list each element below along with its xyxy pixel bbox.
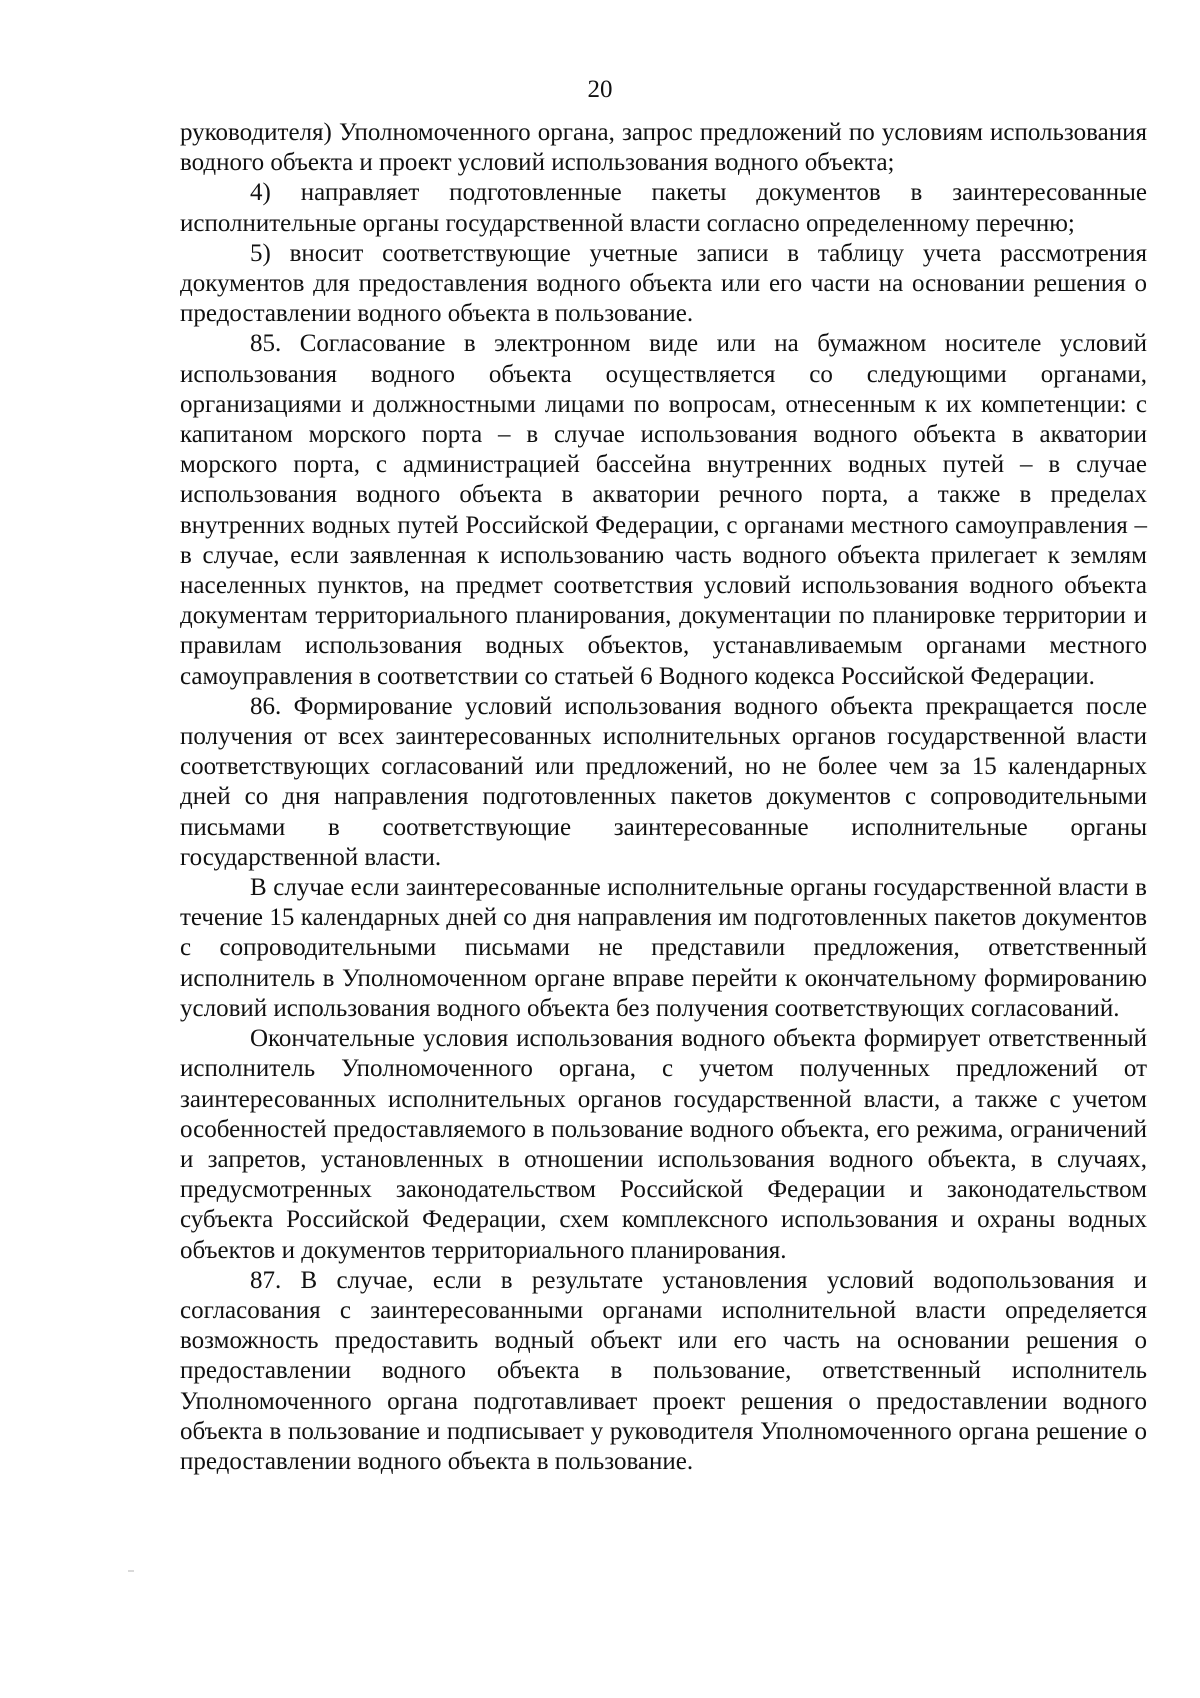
document-body — [180, 118, 1147, 1477]
paragraph-87: 87. В случае, если в результате установления условий водопользования и согласования с заинтересованными органами исполнительной власти определяется возможность предоставить водный объект или его часть на основании решения о предоставлении водного объекта в пользование, ответственный исполнитель Уполномоченного органа подготавливает проект решения о предоставлении водного объекта в пользование и подписывает у руководителя Уполномоченного органа решение о предоставлении водного объекта в пользование. — [180, 1266, 1147, 1475]
paragraph-item-5: 5) вносит соответствующие учетные записи в таблицу учета рассмотрения документов для предоставления водного объекта или его части на основании решения о предоставлении водного объекта в пользование. — [180, 239, 1147, 328]
paragraph-86: 86. Формирование условий использования водного объекта прекращается после получения от всех заинтересованных исполнительных органов государственной власти соответствующих согласований или предложений, но не более чем за 15 календарных дней со дня направления подготовленных пакетов документов с сопроводительными письмами в соответствующие заинтересованные исполнительные органы государственной власти. — [180, 692, 1147, 871]
page-number: 20 — [587, 76, 613, 103]
paragraph-85: 85. Согласование в электронном виде или на бумажном носителе условий использования водного объекта осуществляется со следующими органами, организациями и должностными лицами по вопросам, отнесенным к их компетенции: с капитаном морского порта – в случае использования водного объекта в акватории морского порта, с администрацией бассейна внутренних водных путей – в случае использования водного объекта в акватории речного порта, а также в пределах внутренних водных путей Российской Федерации, с органами местного самоуправления – в случае, если заявленная к использованию часть водного объекта прилегает к землям населенных пунктов, на предмет соответствия условий использования водного объекта документам территориального планирования, документации по планировке территории и правилам использования водных объектов, устанавливаемым органами местного самоуправления в соответствии со статьей 6 Водного кодекса Российской Федерации. — [180, 330, 1147, 690]
paragraph-continuation: руководителя) Уполномоченного органа, запрос предложений по условиям использования водного объекта и проект условий использования водного объекта; — [180, 119, 1147, 177]
paragraph-86-final-conditions: Окончательные условия использования водного объекта формирует ответственный исполнитель Уполномоченного органа, с учетом полученных предложений от заинтересованных исполнительных органов государственной власти, а также с учетом особенностей предоставляемого в пользование водного объекта, его режима, ограничений и запретов, установленных в отношении использования водного объекта, в случаях, предусмотренных законодательством Российской Федерации и законодательством субъекта Российской Федерации, схем комплексного использования и охраны водных объектов и документов территориального планирования. — [180, 1025, 1147, 1264]
scan-artifact — [128, 1570, 134, 1572]
paragraph-86-exception: В случае если заинтересованные исполнительные органы государственной власти в течение 15 календарных дней со дня направления им подготовленных пакетов документов с сопроводительными письмами не представили предложения, ответственный исполнитель в Уполномоченном органе вправе перейти к окончательному формированию условий использования водного объекта без получения соответствующих согласований. — [180, 874, 1147, 1022]
paragraph-item-4: 4) направляет подготовленные пакеты документов в заинтересованные исполнительные органы государственной власти согласно определенному перечню; — [180, 179, 1147, 237]
